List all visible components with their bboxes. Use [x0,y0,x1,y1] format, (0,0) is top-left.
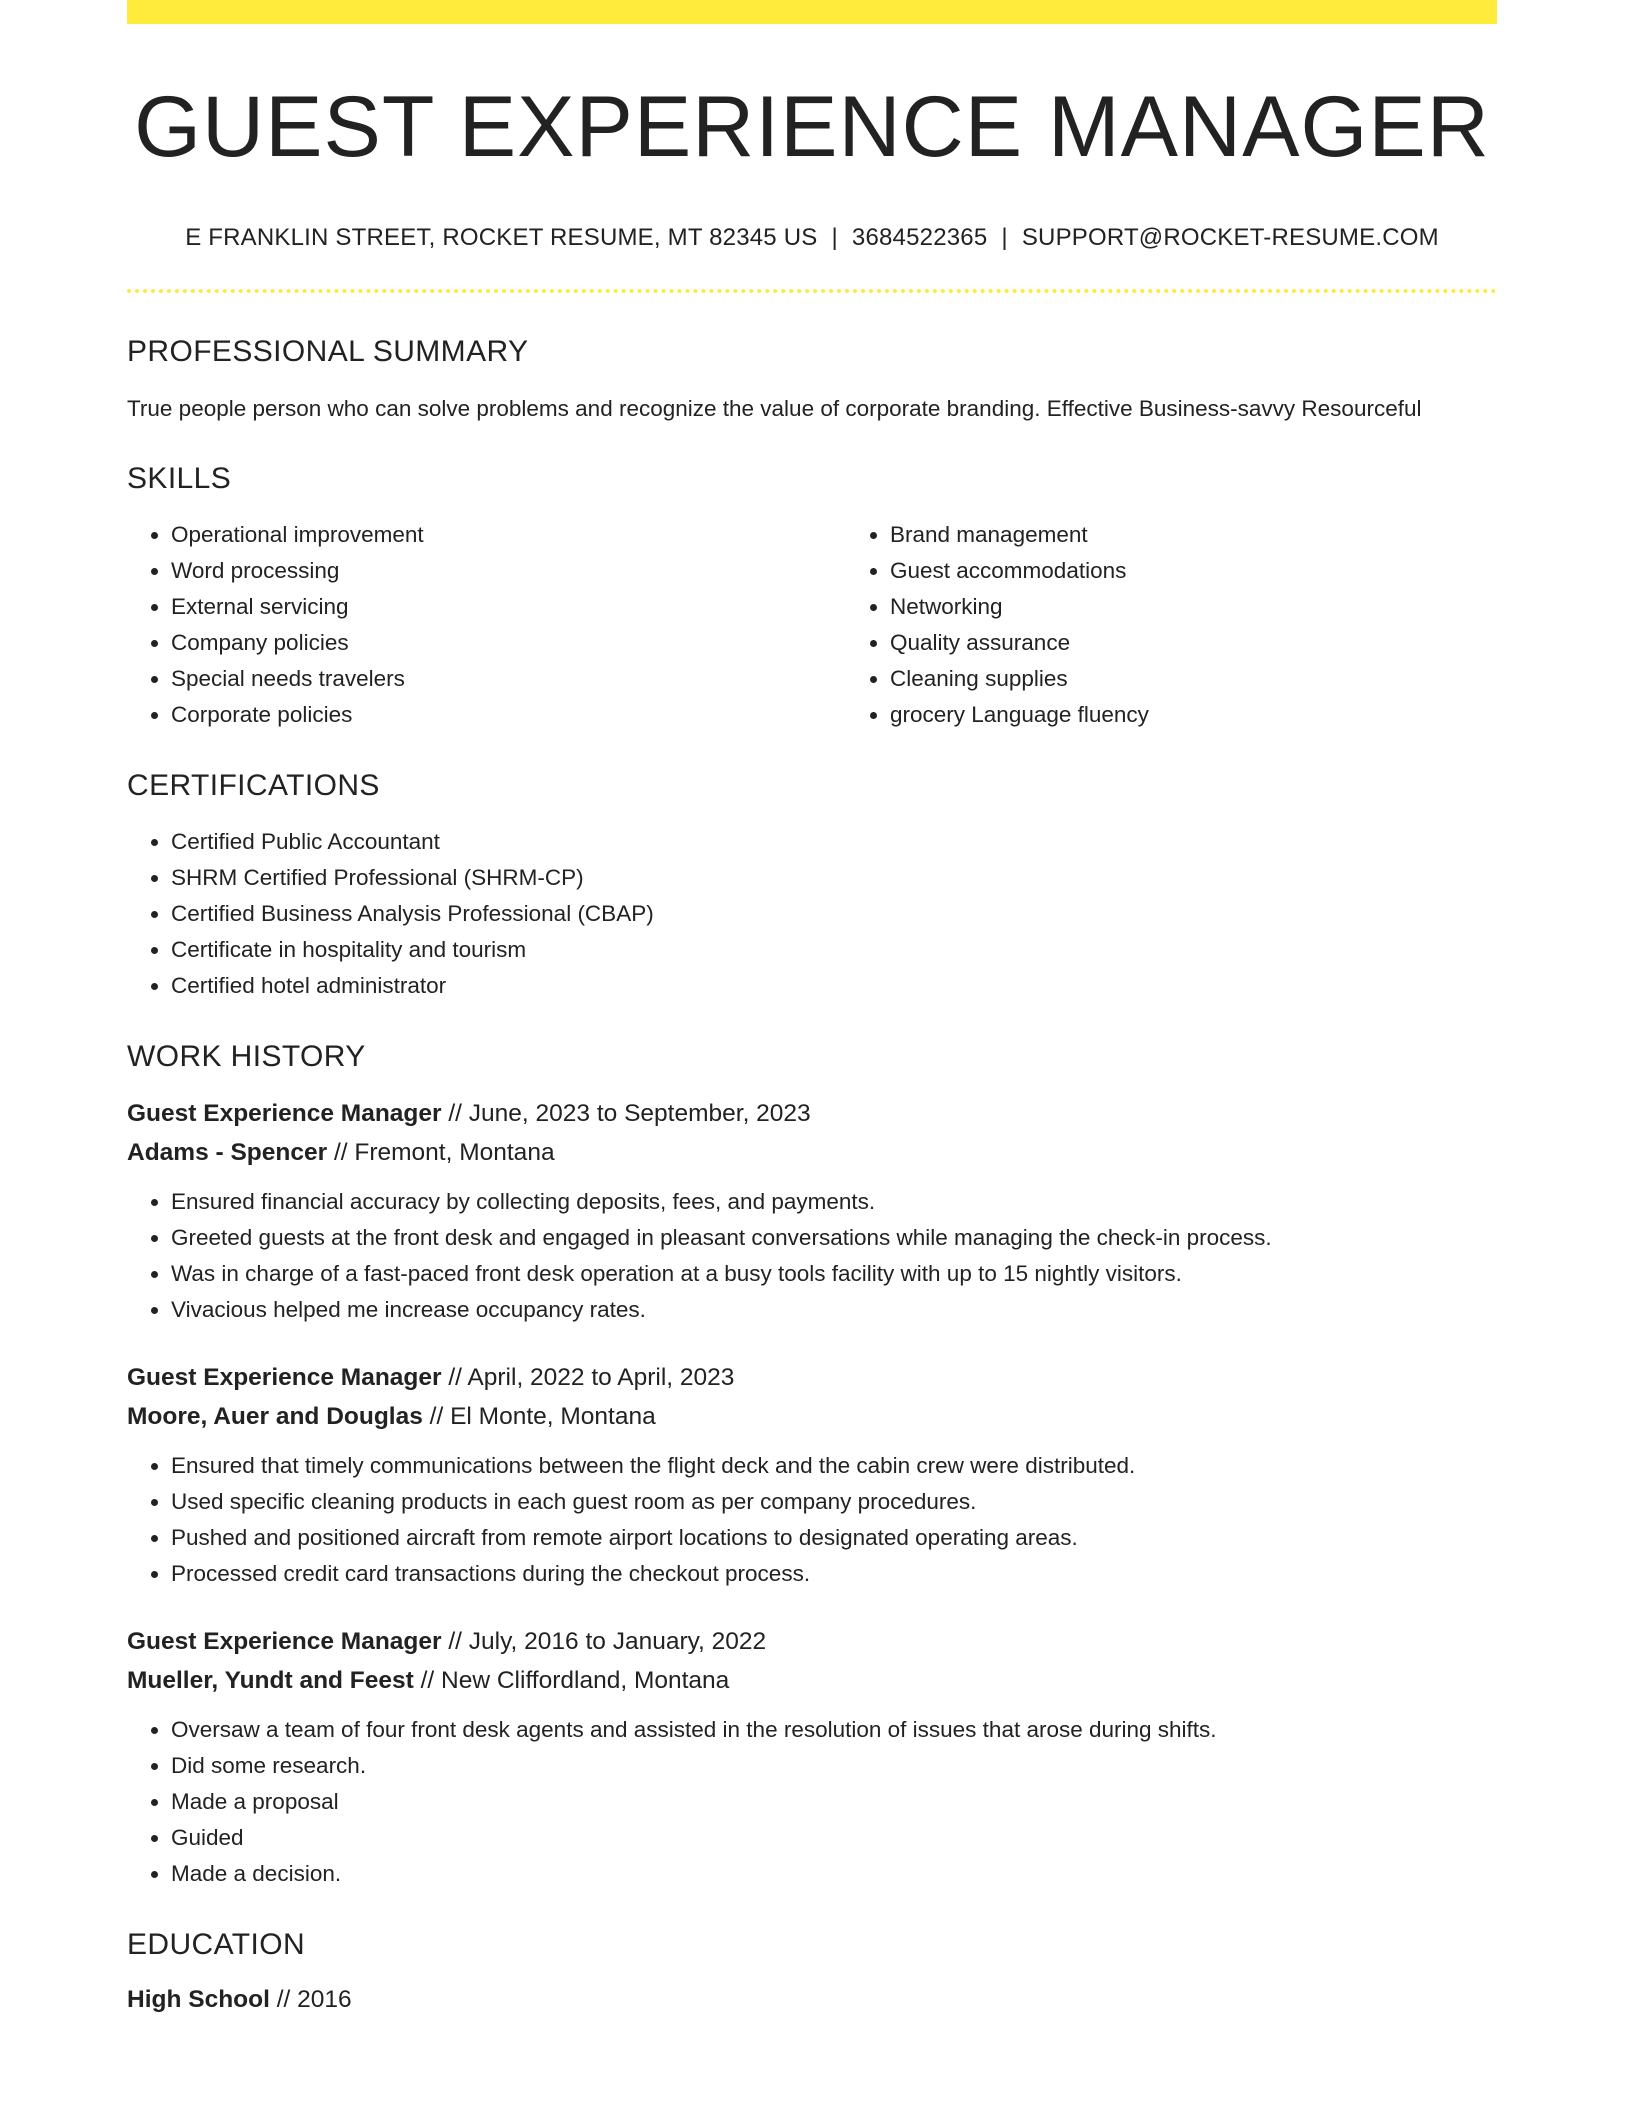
skill-item: • Cleaning supplies [890,661,1565,697]
skill-item: • Networking [890,589,1565,625]
job-location: // El Monte, Montana [429,1403,656,1430]
certification-item: • Certified Public Accountant [171,824,1497,860]
certifications-heading: CERTIFICATIONS [127,769,380,802]
skills-grid [127,517,1497,733]
skill-item: • Guest accommodations [890,553,1565,589]
skills-right-list [846,517,1565,733]
job-bullets [127,1712,1497,1892]
skills-left-list [127,517,846,733]
contact-separator: | [1001,224,1008,251]
job-bullet: • Guided [171,1820,1497,1856]
skill-item: • Special needs travelers [171,661,846,697]
job-entry [127,1622,1497,1892]
job-bullet: • Made a decision. [171,1856,1497,1892]
job-bullet: • Processed credit card transactions during the checkout process. [171,1556,1497,1592]
resume-page [127,0,1497,2019]
certification-item: • Certificate in hospitality and tourism [171,932,1497,968]
certification-item: • Certified Business Analysis Professional (CBAP) [171,896,1497,932]
job-company-line [127,1397,1497,1436]
job-company-line [127,1133,1497,1172]
job-bullets [127,1184,1497,1328]
job-bullet: • Greeted guests at the front desk and engaged in pleasant conversations while managing the check-in process. [171,1220,1497,1256]
certification-item: • Certified hotel administrator [171,968,1497,1004]
candidate-name: GUEST EXPERIENCE MANAGER [134,79,1490,175]
job-bullets [127,1448,1497,1592]
job-bullet: • Vivacious helped me increase occupancy rates. [171,1292,1497,1328]
job-company-line [127,1661,1497,1700]
education-year: // 2016 [276,1986,352,2013]
job-location: // Fremont, Montana [333,1139,555,1166]
skill-item: • Word processing [171,553,846,589]
skill-item: • Company policies [171,625,846,661]
summary-text: True people person who can solve problems and recognize the value of corporate branding. Effective Business-savvy Resourceful [127,396,1422,421]
dotted-divider [127,289,1497,293]
email[interactable]: SUPPORT@ROCKET-RESUME.COM [1021,224,1439,251]
address: E FRANKLIN STREET, ROCKET RESUME, MT 82345 US [185,224,818,251]
skill-item: • Operational improvement [171,517,846,553]
job-role: Guest Experience Manager [127,1100,442,1127]
job-title-line [127,1622,1497,1661]
skill-item: • Brand management [890,517,1565,553]
job-company: Adams - Spencer [127,1139,328,1166]
job-role: Guest Experience Manager [127,1364,442,1391]
job-dates: // July, 2016 to January, 2022 [448,1628,767,1655]
education-school: High School [127,1986,270,2013]
job-bullet: • Was in charge of a fast-paced front desk operation at a busy tools facility with up to 15 nightly visitors. [171,1256,1497,1292]
phone: 3684522365 [851,224,988,251]
top-accent-bar [127,0,1497,24]
contact-separator: | [831,224,838,251]
job-role: Guest Experience Manager [127,1628,442,1655]
job-bullet: • Made a proposal [171,1784,1497,1820]
contact-line [127,224,1497,252]
job-bullet: • Ensured that timely communications between the flight deck and the cabin crew were distributed. [171,1448,1497,1484]
certification-item: • SHRM Certified Professional (SHRM-CP) [171,860,1497,896]
job-bullet: • Did some research. [171,1748,1497,1784]
job-company: Moore, Auer and Douglas [127,1403,423,1430]
job-bullet: • Pushed and positioned aircraft from remote airport locations to designated operating areas. [171,1520,1497,1556]
education-heading: EDUCATION [127,1928,306,1961]
summary-heading: PROFESSIONAL SUMMARY [127,335,529,368]
skill-item: • Quality assurance [890,625,1565,661]
job-title-line [127,1094,1497,1133]
job-entry [127,1094,1497,1328]
job-bullet: • Ensured financial accuracy by collecting deposits, fees, and payments. [171,1184,1497,1220]
skill-item: • grocery Language fluency [890,697,1565,733]
job-dates: // April, 2022 to April, 2023 [448,1364,735,1391]
education-entry [127,1980,1497,2019]
job-company: Mueller, Yundt and Feest [127,1667,414,1694]
work-history-heading: WORK HISTORY [127,1040,366,1073]
job-bullet: • Oversaw a team of four front desk agents and assisted in the resolution of issues that arose during shifts. [171,1712,1497,1748]
job-bullet: • Used specific cleaning products in each guest room as per company procedures. [171,1484,1497,1520]
job-title-line [127,1358,1497,1397]
job-location: // New Cliffordland, Montana [420,1667,730,1694]
skills-heading: SKILLS [127,462,232,495]
skill-item: • External servicing [171,589,846,625]
certifications-list [127,824,1497,1004]
job-entry [127,1358,1497,1592]
skill-item: • Corporate policies [171,697,846,733]
job-dates: // June, 2023 to September, 2023 [448,1100,811,1127]
